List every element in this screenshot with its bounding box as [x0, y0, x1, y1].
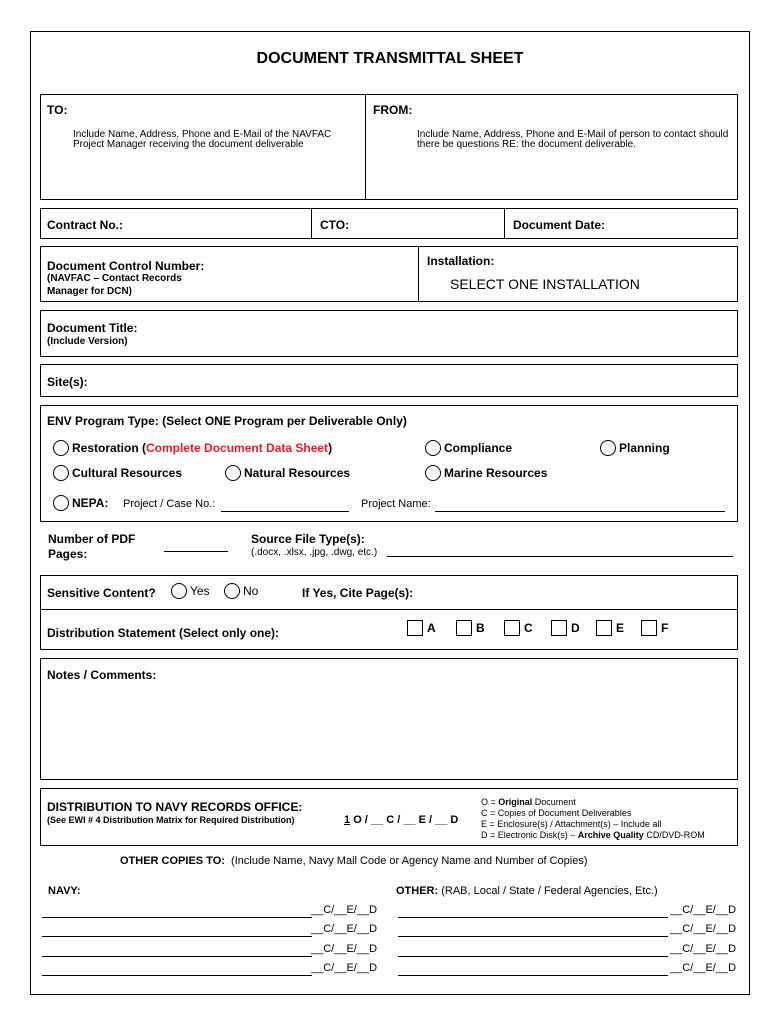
from-label: FROM: — [373, 103, 413, 117]
distribution-d-checkbox[interactable] — [551, 620, 567, 636]
sensitive-distribution-section — [40, 575, 738, 650]
env-program-label: ENV Program Type: (Select ONE Program per Deliverable Only) — [47, 414, 407, 428]
marine-resources-radio[interactable] — [425, 465, 441, 481]
project-name-input[interactable] — [435, 511, 725, 512]
dcn-sub-2: Manager for DCN) — [47, 286, 133, 297]
navy-copy-line-4[interactable] — [42, 975, 312, 976]
distribution-option-e[interactable]: E — [596, 620, 624, 636]
navy-copy-code-3[interactable]: __C/__E/__D — [311, 943, 378, 955]
option-planning[interactable]: Planning — [600, 440, 670, 456]
page-title: DOCUMENT TRANSMITTAL SHEET — [256, 50, 524, 67]
installation-label: Installation: — [427, 254, 495, 268]
contract-row — [40, 208, 738, 239]
navy-copy-code-4[interactable]: __C/__E/__D — [311, 962, 378, 974]
notes-label: Notes / Comments: — [47, 668, 157, 682]
distribution-c-checkbox[interactable] — [504, 620, 520, 636]
env-program-section — [40, 405, 738, 522]
distribution-e-checkbox[interactable] — [596, 620, 612, 636]
distribution-option-c[interactable]: C — [504, 620, 533, 636]
dcn-sub-1: (NAVFAC – Contact Records — [47, 273, 182, 284]
document-title-row — [40, 310, 738, 357]
sensitive-no-radio[interactable] — [224, 583, 240, 599]
nepa-radio[interactable] — [53, 495, 69, 511]
other-copy-code-1[interactable]: __C/__E/__D — [670, 904, 737, 916]
restoration-radio[interactable] — [53, 440, 69, 456]
document-data-sheet-link[interactable]: Complete Document Data Sheet — [146, 441, 329, 455]
other-copy-code-4[interactable]: __C/__E/__D — [670, 962, 737, 974]
pdf-pages-label-2: Pages: — [48, 547, 88, 561]
navy-copy-line-2[interactable] — [42, 936, 312, 937]
sites-label: Site(s): — [47, 375, 88, 389]
other-copy-code-3[interactable]: __C/__E/__D — [670, 943, 737, 955]
sensitive-yes-radio[interactable] — [171, 583, 187, 599]
pdf-pages-input[interactable] — [164, 551, 228, 552]
cto-label: CTO: — [320, 218, 350, 232]
navy-copy-line-1[interactable] — [42, 917, 312, 918]
navy-copy-line-3[interactable] — [42, 956, 312, 957]
planning-radio[interactable] — [600, 440, 616, 456]
option-nepa[interactable]: NEPA: — [53, 495, 108, 511]
navy-records-sub: (See EWI # 4 Distribution Matrix for Required Distribution) — [47, 815, 295, 825]
other-copies-line — [120, 855, 587, 867]
project-case-label: Project / Case No.: — [123, 498, 216, 510]
navy-copy-code-1[interactable]: __C/__E/__D — [311, 904, 378, 916]
dcn-installation-row — [40, 246, 738, 302]
other-copy-code-2[interactable]: __C/__E/__D — [670, 923, 737, 935]
distribution-b-checkbox[interactable] — [456, 620, 472, 636]
distribution-option-f[interactable]: F — [641, 620, 668, 636]
natural-resources-radio[interactable] — [225, 465, 241, 481]
source-file-sub: (.docx, .xlsx, .jpg, .dwg, etc.) — [251, 547, 378, 558]
distribution-option-a[interactable]: A — [407, 620, 436, 636]
option-cultural-resources[interactable]: Cultural Resources — [53, 465, 182, 481]
compliance-radio[interactable] — [425, 440, 441, 456]
contract-no-label: Contract No.: — [47, 218, 123, 232]
document-date-label: Document Date: — [513, 218, 606, 232]
sensitive-content-label: Sensitive Content? — [47, 586, 156, 600]
other-copies-text: (Include Name, Navy Mail Code or Agency Name and Number of Copies) — [231, 855, 588, 867]
document-title-label: Document Title: — [47, 321, 138, 335]
to-help-text: Include Name, Address, Phone and E-Mail of the NAVFAC Project Manager receiving the document deliverable — [73, 129, 332, 150]
distribution-option-b[interactable]: B — [456, 620, 485, 636]
option-compliance[interactable]: Compliance — [425, 440, 512, 456]
distribution-statement-label: Distribution Statement (Select only one): — [47, 626, 280, 640]
source-file-label: Source File Type(s): — [251, 532, 365, 546]
navy-copy-code-2[interactable]: __C/__E/__D — [311, 923, 378, 935]
other-label: OTHER: — [396, 885, 439, 897]
from-field[interactable] — [366, 155, 738, 199]
distribution-f-checkbox[interactable] — [641, 620, 657, 636]
transmittal-sheet — [30, 31, 750, 995]
to-field[interactable] — [41, 155, 364, 199]
navy-records-legend: O = Original Document C = Copies of Document Deliverables E = Enclosure(s) / Attachment(s) – Include all D = Electronic Disk(s) – Archive Quality CD/DVD-ROM — [481, 797, 705, 840]
notes-section[interactable] — [40, 658, 738, 780]
sensitive-yes-option[interactable]: Yes — [171, 583, 210, 599]
sites-row — [40, 364, 738, 397]
distribution-a-checkbox[interactable] — [407, 620, 423, 636]
other-copy-line-2[interactable] — [398, 936, 668, 937]
sensitive-no-option[interactable]: No — [224, 583, 258, 599]
other-copies-label: OTHER COPIES TO: — [120, 855, 225, 867]
option-restoration[interactable]: Restoration ( Complete Document Data Sheet ) — [53, 440, 332, 456]
installation-select[interactable]: SELECT ONE INSTALLATION — [450, 276, 640, 292]
navy-label: NAVY: — [48, 885, 81, 897]
cultural-resources-radio[interactable] — [53, 465, 69, 481]
navy-records-section — [40, 788, 738, 846]
source-file-input[interactable] — [387, 556, 733, 557]
option-marine-resources[interactable]: Marine Resources — [425, 465, 547, 481]
dcn-label: Document Control Number: — [47, 259, 205, 273]
project-case-input[interactable] — [221, 511, 349, 512]
other-line — [396, 885, 658, 897]
other-copy-line-1[interactable] — [398, 917, 668, 918]
other-text: (RAB, Local / State / Federal Agencies, Etc.) — [441, 885, 658, 897]
cite-pages-label: If Yes, Cite Page(s): — [302, 586, 414, 600]
document-title-sub: (Include Version) — [47, 336, 128, 347]
to-label: TO: — [47, 103, 68, 117]
distribution-option-d[interactable]: D — [551, 620, 580, 636]
navy-records-codes[interactable]: 1 O / __ C / __ E / __ D — [344, 814, 459, 826]
option-natural-resources[interactable]: Natural Resources — [225, 465, 350, 481]
project-name-label: Project Name: — [361, 498, 431, 510]
other-copy-line-3[interactable] — [398, 956, 668, 957]
navy-records-label: DISTRIBUTION TO NAVY RECORDS OFFICE: — [47, 800, 303, 814]
from-help-text: Include Name, Address, Phone and E-Mail of person to contact should there be questions RE: the document deliverable. — [417, 129, 729, 150]
to-from-section — [40, 94, 738, 200]
other-copy-line-4[interactable] — [398, 975, 668, 976]
pdf-pages-label-1: Number of PDF — [48, 532, 136, 546]
